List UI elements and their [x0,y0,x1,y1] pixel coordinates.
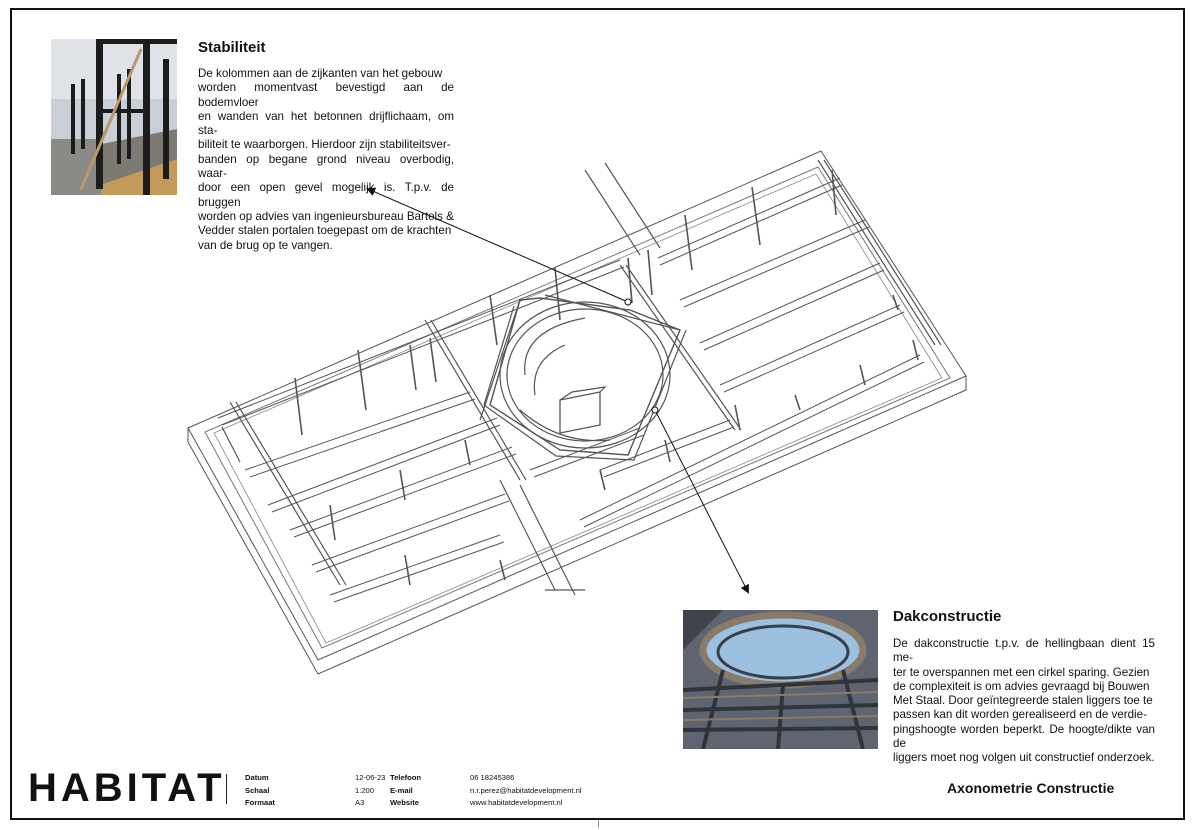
telefoon-label: Telefoon [390,773,422,782]
footer-divider [226,774,227,804]
text-line: pingshoogte worden beperkt. De hoogte/dikte van de [893,722,1155,751]
text-line: Vedder stalen portalen toegepast om de krachten [198,224,452,238]
text-line: banden op begane grond niveau overbodig, waar- [198,152,454,181]
text-line: worden momentvast bevestigd aan de bodemvloer [198,81,454,109]
formaat-label: Formaat [245,798,275,807]
text-line: door een open gevel mogelijk is. T.p.v. de bruggen [198,181,454,209]
dakconstructie-heading: Dakconstructie [893,608,1002,625]
meta-labels-left [245,772,275,810]
dakconstructie-callout-arrow [655,410,748,592]
stair-core [560,392,600,433]
telefoon-value: 06 18245386 [470,773,515,782]
habitat-logo: HABITAT [28,766,226,810]
steel-frame-construction-photo [51,39,177,195]
text-line: van de brug op te vangen. [198,238,333,252]
meta-values-left [355,772,385,810]
text-line: worden op advies van ingenieursbureau Bartels & [198,209,454,223]
schaal-label: Schaal [245,785,270,795]
text-line: en wanden van het betonnen drijflichaam, om sta- [198,109,454,138]
email-value[interactable]: n.r.perez@habitatdevelopment.nl [470,785,582,795]
website-value[interactable]: www.habitatdevelopment.nl [470,798,563,807]
stabiliteit-text [198,67,454,253]
formaat-value: A3 [355,798,365,807]
text-line: liggers moet nog volgen uit constructief onderzoek. [893,751,1155,765]
text-line: Met Staal. Door geïntegreerde stalen liggers toe te [893,694,1153,708]
datum-value: 12-06-23 [355,773,386,782]
schaal-value: 1:200 [355,785,375,795]
circular-roof-steel-photo [683,610,878,749]
text-line: de complexiteit is om advies gevraagd bij Bouwen [893,679,1150,693]
text-line: passen kan dit worden gerealiseerd en de verdie- [893,708,1147,722]
text-line: De kolommen aan de zijkanten van het gebouw [198,67,443,80]
meta-labels-right [390,772,421,810]
meta-values-right [470,772,582,810]
document-title: Axonometrie Constructie [947,780,1115,796]
center-mark [598,820,599,828]
datum-label: Datum [245,773,269,782]
circular-roof-opening [480,295,686,460]
website-label: Website [390,798,419,807]
email-label: E-mail [390,785,413,795]
text-line: biliteit te waarborgen. Hierdoor zijn stabiliteitsver- [198,138,451,152]
dakconstructie-text [893,637,1155,766]
text-line: De dakconstructie t.p.v. de hellingbaan dient 15 me- [893,637,1155,665]
stabiliteit-heading: Stabiliteit [198,39,266,56]
text-line: ter te overspannen met een cirkel sparing. Gezien [893,665,1150,679]
